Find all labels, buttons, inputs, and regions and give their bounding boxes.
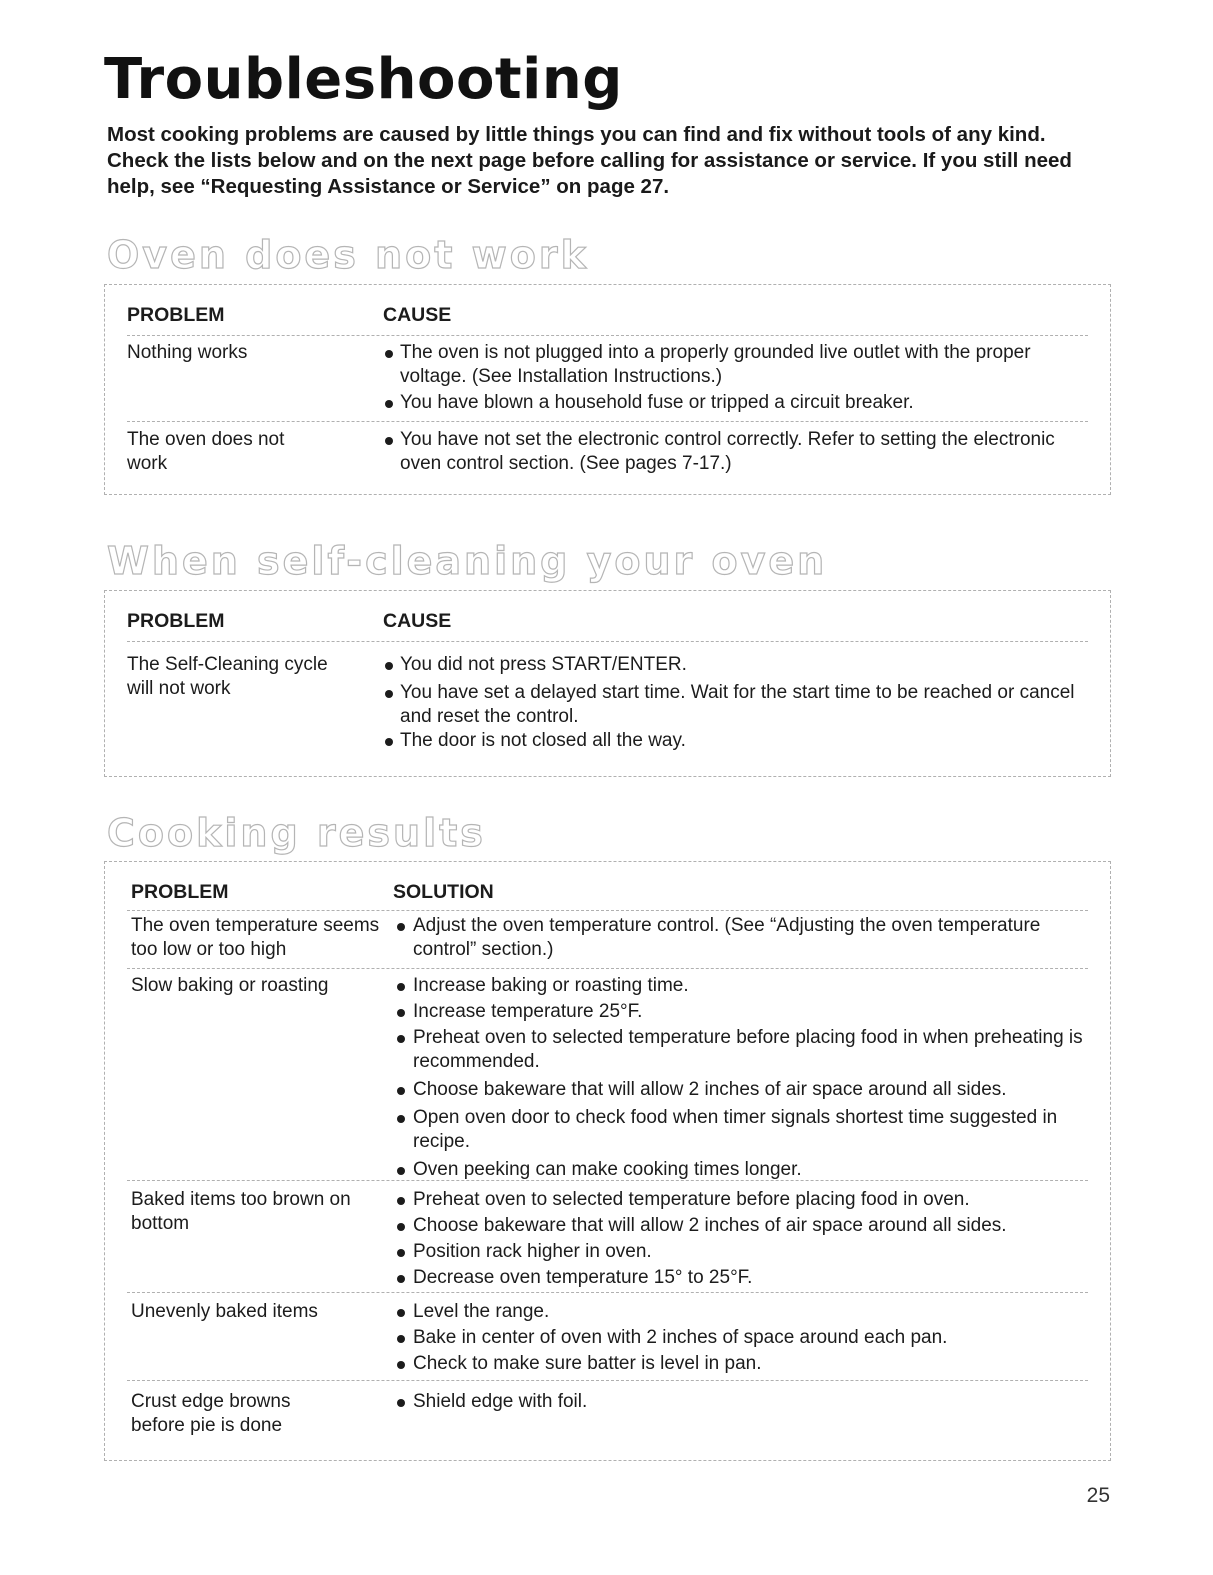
solution-item: Choose bakeware that will allow 2 inches of air space around all sides.	[393, 1078, 1088, 1102]
table-row	[127, 428, 1088, 482]
intro-paragraph: Most cooking problems are caused by little things you can find and fix without tools of any kind. Check the lists below and on the next page before calling for assistance or service. If you still need help, see “Requesting Assistance or Service” on page 27.	[107, 123, 1072, 198]
cause-item: You did not press START/ENTER.	[383, 653, 1088, 677]
problem-cell: Nothing works	[127, 342, 248, 363]
solution-item: Check to make sure batter is level in pan.	[393, 1352, 1088, 1376]
cause-cell	[383, 653, 1088, 753]
solution-item: Oven peeking can make cooking times longer.	[393, 1158, 1088, 1182]
cause-item: You have set a delayed start time. Wait for the start time to be reached or cancel and reset the control.	[383, 681, 1088, 729]
table-row	[127, 341, 1088, 422]
solution-item: Bake in center of oven with 2 inches of space around each pan.	[393, 1326, 1088, 1350]
table-row	[127, 1390, 1088, 1446]
solution-cell	[393, 1300, 1088, 1376]
page-title: Troubleshooting	[104, 47, 623, 112]
solution-item: Open oven door to check food when timer signals shortest time suggested in recipe.	[393, 1106, 1088, 1154]
solution-item: Level the range.	[393, 1300, 1088, 1324]
problem-cell: The Self-Cleaning cycle will not work	[127, 654, 328, 699]
table-row	[127, 974, 1088, 1181]
solution-item: Increase temperature 25°F.	[393, 1000, 1088, 1024]
problem-cell: The oven does not work	[127, 429, 285, 474]
table-row	[127, 1300, 1088, 1381]
solution-cell	[393, 974, 1088, 1182]
solution-item: Shield edge with foil.	[393, 1390, 1088, 1414]
troubleshooting-table-self-cleaning	[104, 590, 1111, 777]
cause-cell	[383, 428, 1088, 476]
solution-item: Preheat oven to selected temperature before placing food in when preheating is recommended.	[393, 1026, 1088, 1074]
cause-cell	[383, 341, 1088, 415]
solution-cell	[393, 1188, 1088, 1290]
problem-cell: Baked items too brown on bottom	[131, 1189, 351, 1234]
column-header-solution: SOLUTION	[393, 881, 494, 903]
solution-item: Choose bakeware that will allow 2 inches of air space around all sides.	[393, 1214, 1088, 1238]
table-row	[127, 653, 1088, 763]
page-number: 25	[1086, 1484, 1110, 1507]
troubleshooting-table-oven	[104, 284, 1111, 495]
solution-item: Adjust the oven temperature control. (See “Adjusting the oven temperature control” section.)	[393, 914, 1088, 962]
solution-item: Position rack higher in oven.	[393, 1240, 1088, 1264]
section-heading-cooking-results: Cooking results	[107, 811, 486, 855]
table-row	[127, 914, 1088, 969]
cause-item: You have blown a household fuse or tripped a circuit breaker.	[383, 391, 1088, 415]
table-row	[127, 1188, 1088, 1293]
solution-cell	[393, 1390, 1088, 1414]
problem-cell: Crust edge browns before pie is done	[131, 1391, 291, 1436]
solution-item: Increase baking or roasting time.	[393, 974, 1088, 998]
table-header-row	[127, 303, 1088, 336]
cause-item: You have not set the electronic control correctly. Refer to setting the electronic oven control section. (See pages 7-17.)	[383, 428, 1088, 476]
section-heading-self-cleaning: When self-cleaning your oven	[107, 539, 828, 583]
problem-cell: The oven temperature seems too low or too high	[131, 915, 380, 960]
solution-item: Preheat oven to selected temperature before placing food in oven.	[393, 1188, 1088, 1212]
column-header-cause: CAUSE	[383, 610, 452, 632]
table-header-row	[127, 609, 1088, 642]
column-header-problem: PROBLEM	[127, 610, 225, 632]
column-header-problem: PROBLEM	[127, 304, 225, 326]
problem-cell: Slow baking or roasting	[131, 975, 329, 996]
column-header-cause: CAUSE	[383, 304, 452, 326]
section-heading-oven-does-not-work: Oven does not work	[107, 233, 589, 277]
column-header-problem: PROBLEM	[131, 881, 229, 903]
cause-item: The oven is not plugged into a properly grounded live outlet with the proper voltage. (See Installation Instructions.)	[383, 341, 1088, 389]
cause-item: The door is not closed all the way.	[383, 729, 1088, 753]
troubleshooting-table-cooking	[104, 861, 1111, 1461]
solution-cell	[393, 914, 1088, 962]
solution-item: Decrease oven temperature 15° to 25°F.	[393, 1266, 1088, 1290]
table-header-row	[127, 880, 1088, 911]
problem-cell: Unevenly baked items	[131, 1301, 318, 1322]
